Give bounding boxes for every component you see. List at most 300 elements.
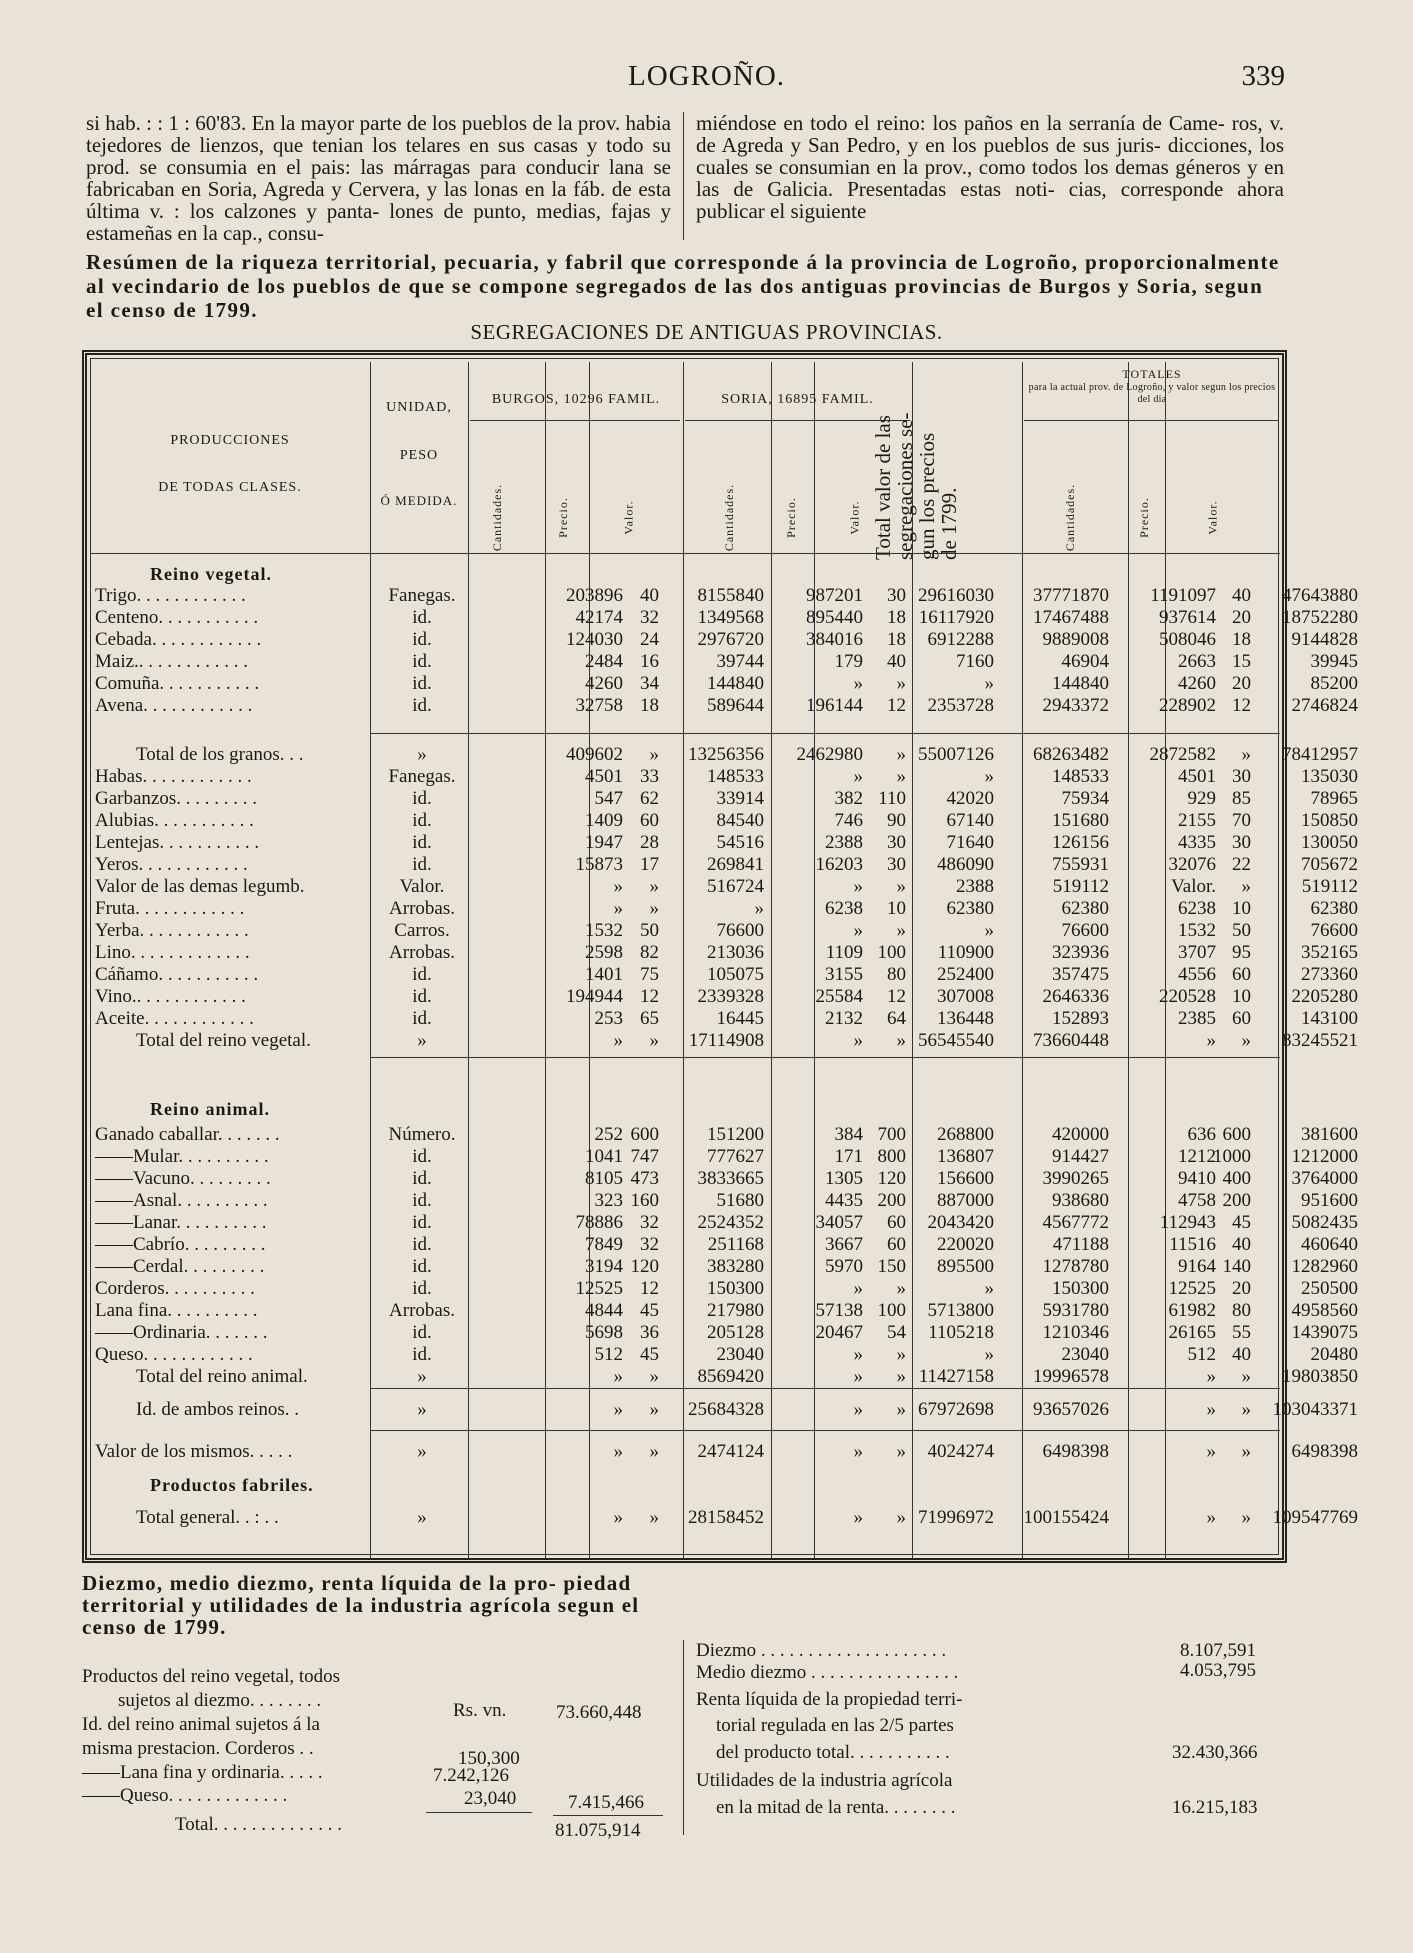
row-cell: 382 [834, 788, 863, 809]
row-label: Cáñamo. . . . . . . . . . . [95, 964, 259, 985]
row-cell: 700 [877, 1124, 906, 1145]
header-precio-soria: Precio. [783, 497, 798, 538]
row-unit: id. [412, 1322, 432, 1343]
row-cell: 1278780 [1042, 1256, 1109, 1277]
resumen-title: Resúmen de la riqueza territorial, pecuaria, y fabril que corresponde á la provincia de Logroño, proporcionalmente al vecindario de los pueblos de que se compone segregados de las dos antiguas provincias de Burgos y Soria, segun el censo de 1799. [86, 250, 1280, 322]
row-cell: 471188 [1052, 1234, 1109, 1255]
row-cell: 895500 [937, 1256, 994, 1277]
row-cell: 473 [630, 1168, 659, 1189]
row-cell: 78886 [575, 1212, 623, 1233]
row-cell: 755931 [1052, 854, 1109, 875]
row-cell: 18 [1232, 629, 1251, 650]
row-unit: » [417, 1441, 427, 1462]
row-label: Comuña. . . . . . . . . . . [95, 673, 260, 694]
row-cell: 200 [1222, 1190, 1251, 1211]
row-label: Centeno. . . . . . . . . . . [95, 607, 259, 628]
row-unit: » [417, 744, 427, 765]
row-cell: » [853, 1030, 863, 1051]
row-cell: 160 [630, 1190, 659, 1211]
header-unidad: UNIDAD, [386, 400, 452, 415]
row-cell: » [896, 1399, 906, 1420]
row-cell: 150300 [1052, 1278, 1109, 1299]
header-medida: Ó MEDIDA. [380, 493, 458, 508]
row-cell: 120 [877, 1168, 906, 1189]
row-unit: » [417, 1030, 427, 1051]
row-cell: 100 [877, 942, 906, 963]
diezmo-right-2: Medio diezmo . . . . . . . . . . . . . . . . [696, 1662, 959, 1683]
row-cell: 39945 [1310, 651, 1358, 672]
row-cell: 11516 [1169, 1234, 1216, 1255]
row-unit: id. [412, 1256, 432, 1277]
table-row [88, 1234, 1358, 1256]
row-cell: 32 [640, 607, 659, 628]
row-cell: » [1241, 876, 1251, 897]
row-cell: 589644 [707, 695, 764, 716]
row-cell: » [853, 766, 863, 787]
row-label: Valor de las demas legumb. [95, 876, 305, 897]
row-cell: 2155 [1178, 810, 1216, 831]
row-cell: 420000 [1052, 1124, 1109, 1145]
row-cell: Valor. [1171, 876, 1216, 897]
total-rule [370, 1057, 1280, 1058]
row-cell: 519112 [1052, 876, 1109, 897]
diezmo-value-queso: 23,040 [464, 1788, 517, 1809]
row-cell: 4567772 [1042, 1212, 1109, 1233]
table-row [88, 1441, 1358, 1463]
row-cell: » [853, 1441, 863, 1462]
row-cell: » [853, 1344, 863, 1365]
row-label: ——Mular. . . . . . . . . . [95, 1146, 269, 1167]
row-cell: 62 [640, 788, 659, 809]
total-rule [370, 1430, 1280, 1431]
row-cell: 30 [887, 832, 906, 853]
row-cell: 23040 [1061, 1344, 1109, 1365]
page-header [0, 60, 1413, 102]
diezmo-right-1: Diezmo . . . . . . . . . . . . . . . . . . . . [696, 1640, 947, 1661]
row-cell: » [613, 1030, 623, 1051]
row-label: ——Cabrío. . . . . . . . . [95, 1234, 266, 1255]
row-cell: 55 [1232, 1322, 1251, 1343]
row-label: Fruta. . . . . . . . . . . . [95, 898, 245, 919]
row-label: Corderos. . . . . . . . . . [95, 1278, 255, 1299]
row-cell: 12 [887, 695, 906, 716]
row-cell: 6238 [825, 898, 863, 919]
row-cell: 150 [877, 1256, 906, 1277]
row-cell: 2663 [1178, 651, 1216, 672]
row-cell: 10 [1232, 898, 1251, 919]
row-label: Cebada. . . . . . . . . . . . [95, 629, 262, 650]
row-cell: 7160 [956, 651, 994, 672]
row-cell: 40 [887, 651, 906, 672]
row-unit: Valor. [399, 876, 445, 897]
table-row [88, 964, 1358, 986]
row-cell: 4260 [1178, 673, 1216, 694]
row-unit: » [417, 1507, 427, 1528]
row-cell: 39744 [716, 651, 764, 672]
row-cell: 381600 [1301, 1124, 1358, 1145]
row-cell: 3155 [825, 964, 863, 985]
row-cell: 383280 [707, 1256, 764, 1277]
diezmo-line-3: Id. del reino animal sujetos á la [82, 1714, 320, 1735]
row-label: Total general. . : . . [136, 1507, 279, 1528]
row-cell: 777627 [707, 1146, 764, 1167]
row-cell: 143100 [1301, 1008, 1358, 1029]
row-cell: 45 [640, 1344, 659, 1365]
row-cell: 46904 [1061, 651, 1109, 672]
row-cell: » [613, 1507, 623, 1528]
row-cell: » [896, 673, 906, 694]
row-cell: 124030 [566, 629, 623, 650]
row-cell: » [1241, 1507, 1251, 1528]
row-cell: 384 [834, 1124, 863, 1145]
row-unit: » [417, 1366, 427, 1387]
row-cell: 705672 [1301, 854, 1358, 875]
header-todas-clases: DE TODAS CLASES. [158, 480, 302, 495]
total-rule [370, 733, 1280, 734]
row-cell: 28158452 [688, 1507, 764, 1528]
row-cell: 11427158 [918, 1366, 994, 1387]
diezmo-line-4: misma prestacion. Corderos . . [82, 1738, 314, 1759]
row-cell: 70 [1232, 810, 1251, 831]
table-row [88, 744, 1358, 766]
row-cell: 40 [1232, 585, 1251, 606]
header-peso: PESO [399, 448, 439, 463]
row-cell: 323936 [1052, 942, 1109, 963]
row-unit: Arrobas. [389, 942, 455, 963]
row-cell: 24 [640, 629, 659, 650]
row-unit: id. [412, 629, 432, 650]
row-cell: 36 [640, 1322, 659, 1343]
row-cell: » [754, 898, 764, 919]
row-cell: 486090 [937, 854, 994, 875]
row-cell: 18 [887, 607, 906, 628]
row-label: Lana fina. . . . . . . . . . [95, 1300, 258, 1321]
diezmo-right-7: en la mitad de la renta. . . . . . . . [716, 1797, 956, 1818]
diezmo-line-6: ——Queso. . . . . . . . . . . . . [82, 1785, 288, 1806]
row-cell: 512 [594, 1344, 623, 1365]
row-cell: » [613, 898, 623, 919]
row-label: Habas. . . . . . . . . . . . [95, 766, 252, 787]
row-cell: 78412957 [1282, 744, 1358, 765]
row-cell: 600 [1222, 1124, 1251, 1145]
row-cell: 16117920 [918, 607, 994, 628]
row-label: ——Ordinaria. . . . . . . [95, 1322, 268, 1343]
row-cell: 150300 [707, 1278, 764, 1299]
row-cell: 23040 [716, 1344, 764, 1365]
bottom-column-divider [683, 1640, 684, 1835]
row-unit: Fanegas. [388, 585, 456, 606]
row-cell: 33914 [716, 788, 764, 809]
row-cell: 103043371 [1272, 1399, 1358, 1420]
table-row [88, 766, 1358, 788]
row-cell: 67972698 [918, 1399, 994, 1420]
row-cell: 110 [878, 788, 906, 809]
row-cell: 34 [640, 673, 659, 694]
row-cell: 1109 [825, 942, 863, 963]
diezmo-title: Diezmo, medio diezmo, renta líquida de la pro- piedad territorial y utilidades de la industria agrícola segun el censo de 1799. [82, 1571, 640, 1639]
row-cell: 6238 [1178, 898, 1216, 919]
row-cell: 9410 [1178, 1168, 1216, 1189]
row-cell: 75934 [1061, 788, 1109, 809]
row-label: ——Cerdal. . . . . . . . . [95, 1256, 265, 1277]
row-cell: 307008 [937, 986, 994, 1007]
row-cell: 4435 [825, 1190, 863, 1211]
diezmo-value-diezmo: 8.107,591 [1180, 1640, 1256, 1661]
row-cell: 100 [877, 1300, 906, 1321]
row-cell: 26165 [1168, 1322, 1216, 1343]
header-totales: TOTALES [1122, 367, 1182, 381]
row-unit: id. [412, 1278, 432, 1299]
sum-rule [553, 1815, 663, 1816]
row-unit: id. [412, 1190, 432, 1211]
row-label: Id. de ambos reinos. . [136, 1399, 300, 1420]
row-cell: 85200 [1310, 673, 1358, 694]
row-cell: 1212000 [1291, 1146, 1358, 1167]
table-row [88, 1507, 1358, 1529]
row-cell: 6912288 [927, 629, 994, 650]
row-cell: 67140 [946, 810, 994, 831]
row-cell: 600 [630, 1124, 659, 1145]
diezmo-rsvn: Rs. vn. [453, 1700, 507, 1721]
row-cell: 22 [1232, 854, 1251, 875]
header-producciones: PRODUCCIONES [170, 433, 290, 448]
row-cell: 112943 [1159, 1212, 1216, 1233]
row-cell: 42174 [575, 607, 623, 628]
row-cell: 636 [1187, 1124, 1216, 1145]
row-cell: 252 [594, 1124, 623, 1145]
row-unit: id. [412, 607, 432, 628]
row-cell: 17114908 [688, 1030, 764, 1051]
row-cell: » [896, 1278, 906, 1299]
row-cell: » [1241, 744, 1251, 765]
row-cell: 4844 [585, 1300, 623, 1321]
row-label: ——Lanar. . . . . . . . . . [95, 1212, 267, 1233]
row-cell: 352165 [1301, 942, 1358, 963]
row-cell: 16445 [716, 1008, 764, 1029]
row-cell: 929 [1187, 788, 1216, 809]
row-cell: 2462980 [796, 744, 863, 765]
row-cell: 987201 [806, 585, 863, 606]
table-row [88, 942, 1358, 964]
row-cell: » [853, 673, 863, 694]
row-label: Valor de los mismos. . . . . [95, 1441, 293, 1462]
row-cell: 1349568 [697, 607, 764, 628]
row-cell: 2872582 [1149, 744, 1216, 765]
intro-right-column: miéndose en todo el reino: los paños en la serranía de Came- ros, v. de Agreda y San Pedro, y en los pueblos de sus juris- dicciones, los cuales se consumian en la prov., como todos los demas géneros y en las de Galicia. Presentadas estas noti- cias, corresponde ahora publicar el siguiente [696, 111, 1284, 223]
row-cell: 1401 [585, 964, 623, 985]
row-cell: 62380 [946, 898, 994, 919]
column-divider [683, 112, 684, 240]
row-cell: 460640 [1301, 1234, 1358, 1255]
page-title: LOGROÑO. [627, 60, 786, 92]
row-cell: 2205280 [1291, 986, 1358, 1007]
row-cell: » [1241, 1366, 1251, 1387]
row-cell: 7849 [585, 1234, 623, 1255]
row-cell: 18 [640, 695, 659, 716]
row-cell: 34057 [815, 1212, 863, 1233]
row-cell: 2388 [956, 876, 994, 897]
section-reino-vegetal: Reino vegetal. [150, 564, 272, 584]
row-cell: 747 [630, 1146, 659, 1167]
row-cell: » [896, 744, 906, 765]
row-cell: 9144828 [1291, 629, 1358, 650]
row-cell: 5931780 [1042, 1300, 1109, 1321]
row-label: Queso. . . . . . . . . . . . [95, 1344, 253, 1365]
row-cell: 2339328 [697, 986, 764, 1007]
table-row [88, 1256, 1358, 1278]
row-cell: » [649, 744, 659, 765]
table-row [88, 920, 1358, 942]
row-cell: » [1241, 1030, 1251, 1051]
row-cell: 18 [887, 629, 906, 650]
row-cell: 1282960 [1291, 1256, 1358, 1277]
row-cell: 519112 [1301, 876, 1358, 897]
row-cell: 2484 [585, 651, 623, 672]
row-cell: 30 [887, 585, 906, 606]
row-cell: 61982 [1168, 1300, 1216, 1321]
row-cell: 203896 [566, 585, 623, 606]
row-cell: 384016 [806, 629, 863, 650]
row-cell: 895440 [806, 607, 863, 628]
row-cell: 17 [640, 854, 659, 875]
row-cell: 83245521 [1282, 1030, 1358, 1051]
row-cell: 40 [1232, 1344, 1251, 1365]
row-label: Maiz.. . . . . . . . . . . . [95, 651, 249, 672]
row-cell: 15 [1232, 651, 1251, 672]
row-label: Lino. . . . . . . . . . . . . [95, 942, 250, 963]
row-cell: » [1206, 1507, 1216, 1528]
row-unit: id. [412, 810, 432, 831]
row-cell: » [613, 1441, 623, 1462]
row-unit: Arrobas. [389, 1300, 455, 1321]
row-cell: 84540 [716, 810, 764, 831]
row-cell: 16 [640, 651, 659, 672]
diezmo-right-6: Utilidades de la industria agrícola [696, 1770, 953, 1791]
row-cell: 4024274 [927, 1441, 994, 1462]
table-row [88, 788, 1358, 810]
row-cell: 20 [1232, 1278, 1251, 1299]
table-row [88, 1212, 1358, 1234]
row-cell: 252400 [937, 964, 994, 985]
row-cell: 409602 [566, 744, 623, 765]
row-cell: 1210346 [1042, 1322, 1109, 1343]
row-cell: 50 [1232, 920, 1251, 941]
row-cell: 110900 [937, 942, 994, 963]
row-label: Yerba. . . . . . . . . . . . [95, 920, 249, 941]
header-valor-totales: Valor. [1205, 500, 1220, 535]
row-cell: 1305 [825, 1168, 863, 1189]
row-cell: 20 [1232, 673, 1251, 694]
row-cell: 1532 [585, 920, 623, 941]
row-cell: 1000 [1213, 1146, 1251, 1167]
table-row [88, 585, 1358, 607]
row-cell: » [896, 766, 906, 787]
row-cell: 32758 [575, 695, 623, 716]
row-unit: Arrobas. [389, 898, 455, 919]
row-cell: 76600 [1061, 920, 1109, 941]
row-label: Alubias. . . . . . . . . . . [95, 810, 254, 831]
row-cell: 37771870 [1033, 585, 1109, 606]
row-unit: id. [412, 1146, 432, 1167]
row-cell: 205128 [707, 1322, 764, 1343]
row-cell: 51680 [716, 1190, 764, 1211]
row-unit: id. [412, 1212, 432, 1233]
row-cell: 2043420 [927, 1212, 994, 1233]
row-cell: 250500 [1301, 1278, 1358, 1299]
row-cell: » [984, 766, 994, 787]
row-cell: 32 [640, 1234, 659, 1255]
row-cell: 1212 [1178, 1146, 1216, 1167]
diezmo-value-lana: 7.242,126 [433, 1765, 509, 1786]
row-unit: Número. [388, 1124, 456, 1145]
row-cell: » [649, 1030, 659, 1051]
row-cell: » [649, 1399, 659, 1420]
diezmo-right-3: Renta líquida de la propiedad terri- [696, 1689, 963, 1710]
row-cell: 800 [877, 1146, 906, 1167]
total-rule [370, 1388, 1280, 1389]
row-cell: » [649, 898, 659, 919]
row-cell: » [649, 1441, 659, 1462]
row-cell: 109547769 [1272, 1507, 1358, 1528]
row-cell: » [896, 1507, 906, 1528]
intro-left-column: si hab. : : 1 : 60'83. En la mayor parte de los pueblos de la prov. habia tejedores de lienzos, que tenian los telares en sus casas y todo su prod. se consumia en el pais: las márragas para conducir lana se fabricaban en Soria, Agreda y Cervera, y las lonas en la fáb. de esta última v. : los calzones y panta- lones de punto, medias, fajas y estameñas en la cap., consu- [86, 111, 671, 245]
row-cell: 6498398 [1042, 1441, 1109, 1462]
row-cell: 71640 [946, 832, 994, 853]
row-cell: 9889008 [1042, 629, 1109, 650]
row-cell: 62380 [1061, 898, 1109, 919]
table-row [88, 986, 1358, 1008]
row-cell: 20 [1232, 607, 1251, 628]
row-cell: 60 [887, 1212, 906, 1233]
row-cell: » [896, 1441, 906, 1462]
row-cell: 78965 [1310, 788, 1358, 809]
table-row [88, 898, 1358, 920]
row-unit: id. [412, 986, 432, 1007]
row-cell: 323 [594, 1190, 623, 1211]
row-cell: 2353728 [927, 695, 994, 716]
header-valor-burgos: Valor. [621, 500, 636, 535]
row-cell: 100155424 [1023, 1507, 1109, 1528]
row-cell: 2132 [825, 1008, 863, 1029]
diezmo-line-2: sujetos al diezmo. . . . . . . . [118, 1690, 322, 1711]
row-cell: 547 [594, 788, 623, 809]
row-cell: » [613, 876, 623, 897]
table-row [88, 1344, 1358, 1366]
row-cell: 90 [887, 810, 906, 831]
row-cell: » [1241, 1399, 1251, 1420]
row-cell: 3707 [1178, 942, 1216, 963]
row-cell: 228902 [1159, 695, 1216, 716]
group-rule-totales [1024, 420, 1278, 421]
row-cell: 15873 [575, 854, 623, 875]
row-label: Aceite. . . . . . . . . . . . [95, 1008, 254, 1029]
row-cell: 2524352 [697, 1212, 764, 1233]
row-cell: 54516 [716, 832, 764, 853]
row-cell: 9164 [1178, 1256, 1216, 1277]
row-label: Trigo. . . . . . . . . . . . [95, 585, 246, 606]
table-row [88, 1008, 1358, 1030]
row-label: Yeros. . . . . . . . . . . . [95, 854, 248, 875]
row-cell: 95 [1232, 942, 1251, 963]
row-cell: 105075 [707, 964, 764, 985]
row-label: Lentejas. . . . . . . . . . . [95, 832, 260, 853]
table-row [88, 695, 1358, 717]
row-cell: 2976720 [697, 629, 764, 650]
row-cell: 40 [1232, 1234, 1251, 1255]
row-cell: 1409 [585, 810, 623, 831]
header-cantidades-burgos: Cantidades. [490, 483, 505, 552]
row-label: ——Vacuno. . . . . . . . . [95, 1168, 271, 1189]
